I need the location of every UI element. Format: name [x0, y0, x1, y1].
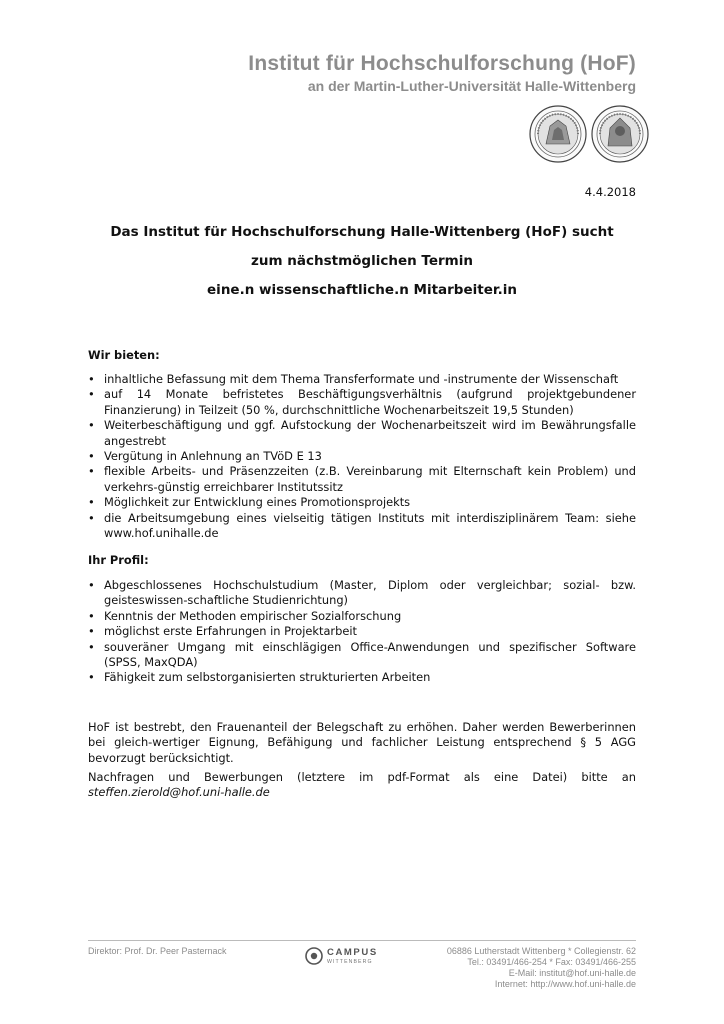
seal-left-icon	[530, 106, 586, 162]
university-seals-icon	[528, 104, 650, 164]
bullet-icon: •	[88, 449, 95, 464]
bullet-icon: •	[88, 495, 95, 510]
campus-wittenberg-logo-icon	[303, 944, 399, 968]
footer-address	[447, 946, 636, 990]
footer-director: Direktor: Prof. Dr. Peer Pasternack	[88, 946, 227, 956]
contact-text: Nachfragen und Bewerbungen (letztere im pdf-Format als eine Datei) bitte an	[88, 770, 636, 784]
logo-line-2: WITTENBERG	[327, 959, 373, 965]
profile-list	[88, 578, 636, 686]
headline-line-1: Das Institut für Hochschulforschung Halle-Wittenberg (HoF) sucht	[110, 224, 614, 240]
list-item: • möglichst erste Erfahrungen in Projektarbeit	[88, 624, 357, 639]
institute-subtitle: an der Martin-Luther-Universität Halle-Wittenberg	[307, 78, 636, 94]
document-date: 4.4.2018	[584, 185, 636, 199]
list-item: • Möglichkeit zur Entwicklung eines Promotionsprojekts	[88, 495, 411, 510]
headline-line-2: zum nächstmöglichen Termin	[251, 253, 473, 269]
list-item: • Abgeschlossenes Hochschulstudium (Master, Diplom oder vergleichbar; sozial- bzw. geisteswissen-schaftliche Studienrichtung)	[88, 578, 636, 608]
bullet-icon: •	[88, 624, 95, 639]
seal-right-icon	[592, 106, 648, 162]
bullet-icon: •	[88, 387, 95, 402]
offer-list	[88, 372, 636, 541]
list-item: • Vergütung in Anlehnung an TVöD E 13	[88, 449, 322, 464]
offer-heading: Wir bieten:	[88, 348, 160, 362]
list-item: • die Arbeitsumgebung eines vielseitig tätigen Instituts mit interdisziplinärem Team: siehe www.hof.unihalle.de	[88, 510, 636, 541]
list-item: • Kenntnis der Methoden empirischer Sozialforschung	[88, 608, 402, 623]
list-item: • Fähigkeit zum selbstorganisierten strukturierten Arbeiten	[88, 670, 431, 685]
bullet-icon: •	[88, 464, 95, 479]
bullet-icon: •	[88, 418, 95, 433]
list-item: • flexible Arbeits- und Präsenzzeiten (z.B. Vereinbarung mit Elternschaft kein Problem) und verkehrs-günstig erreichbarer Institutssitz	[88, 464, 636, 494]
bullet-icon: •	[88, 372, 95, 386]
list-item: • souveräner Umgang mit einschlägigen Office-Anwendungen und spezifischer Software (SPSS, MaxQDA)	[88, 639, 636, 670]
contact-email-link[interactable]: steffen.zierold@hof.uni-halle.de	[88, 785, 270, 800]
footer-divider	[88, 940, 636, 941]
institute-title: Institut für Hochschulforschung (HoF)	[248, 52, 636, 75]
bullet-icon: •	[88, 510, 95, 525]
bullet-icon: •	[88, 639, 95, 654]
footer-phone-line: Tel.: 03491/466-254 * Fax: 03491/466-255	[467, 957, 636, 967]
list-item: • Weiterbeschäftigung und ggf. Aufstockung der Wochenarbeitszeit wird im Bewährungsfalle angestrebt	[88, 418, 636, 448]
headline-line-3: eine.n wissenschaftliche.n Mitarbeiter.in	[207, 282, 517, 298]
footer-address-line: 06886 Lutherstadt Wittenberg * Collegienstr. 62	[446, 946, 636, 956]
bullet-icon: •	[88, 670, 95, 685]
list-item: • auf 14 Monate befristetes Beschäftigungsverhältnis (aufgrund projektgebundener Finanzierung) in Teilzeit (50 %, durchschnittliche Wochenarbeitszeit 19,5 Stunden)	[88, 387, 636, 417]
bullet-icon: •	[88, 578, 95, 592]
footer-web-line[interactable]: Internet: http://www.hof.uni-halle.de	[494, 979, 636, 989]
contact-paragraph	[88, 770, 636, 801]
footer-email-line[interactable]: E-Mail: institut@hof.uni-halle.de	[508, 968, 636, 978]
logo-line-1: CAMPUS	[327, 947, 378, 958]
profile-heading: Ihr Profil:	[88, 553, 149, 567]
list-item: • inhaltliche Befassung mit dem Thema Transferformate und -instrumente der Wissenschaft	[88, 372, 619, 386]
equality-paragraph: HoF ist bestrebt, den Frauenanteil der Belegschaft zu erhöhen. Daher werden Bewerberinnen bei gleich-wertiger Eignung, Befähigung und fachlicher Leistung entsprechend § 5 AGG bevorzugt berücksichtigt.	[88, 720, 636, 765]
bullet-icon: •	[88, 608, 95, 623]
